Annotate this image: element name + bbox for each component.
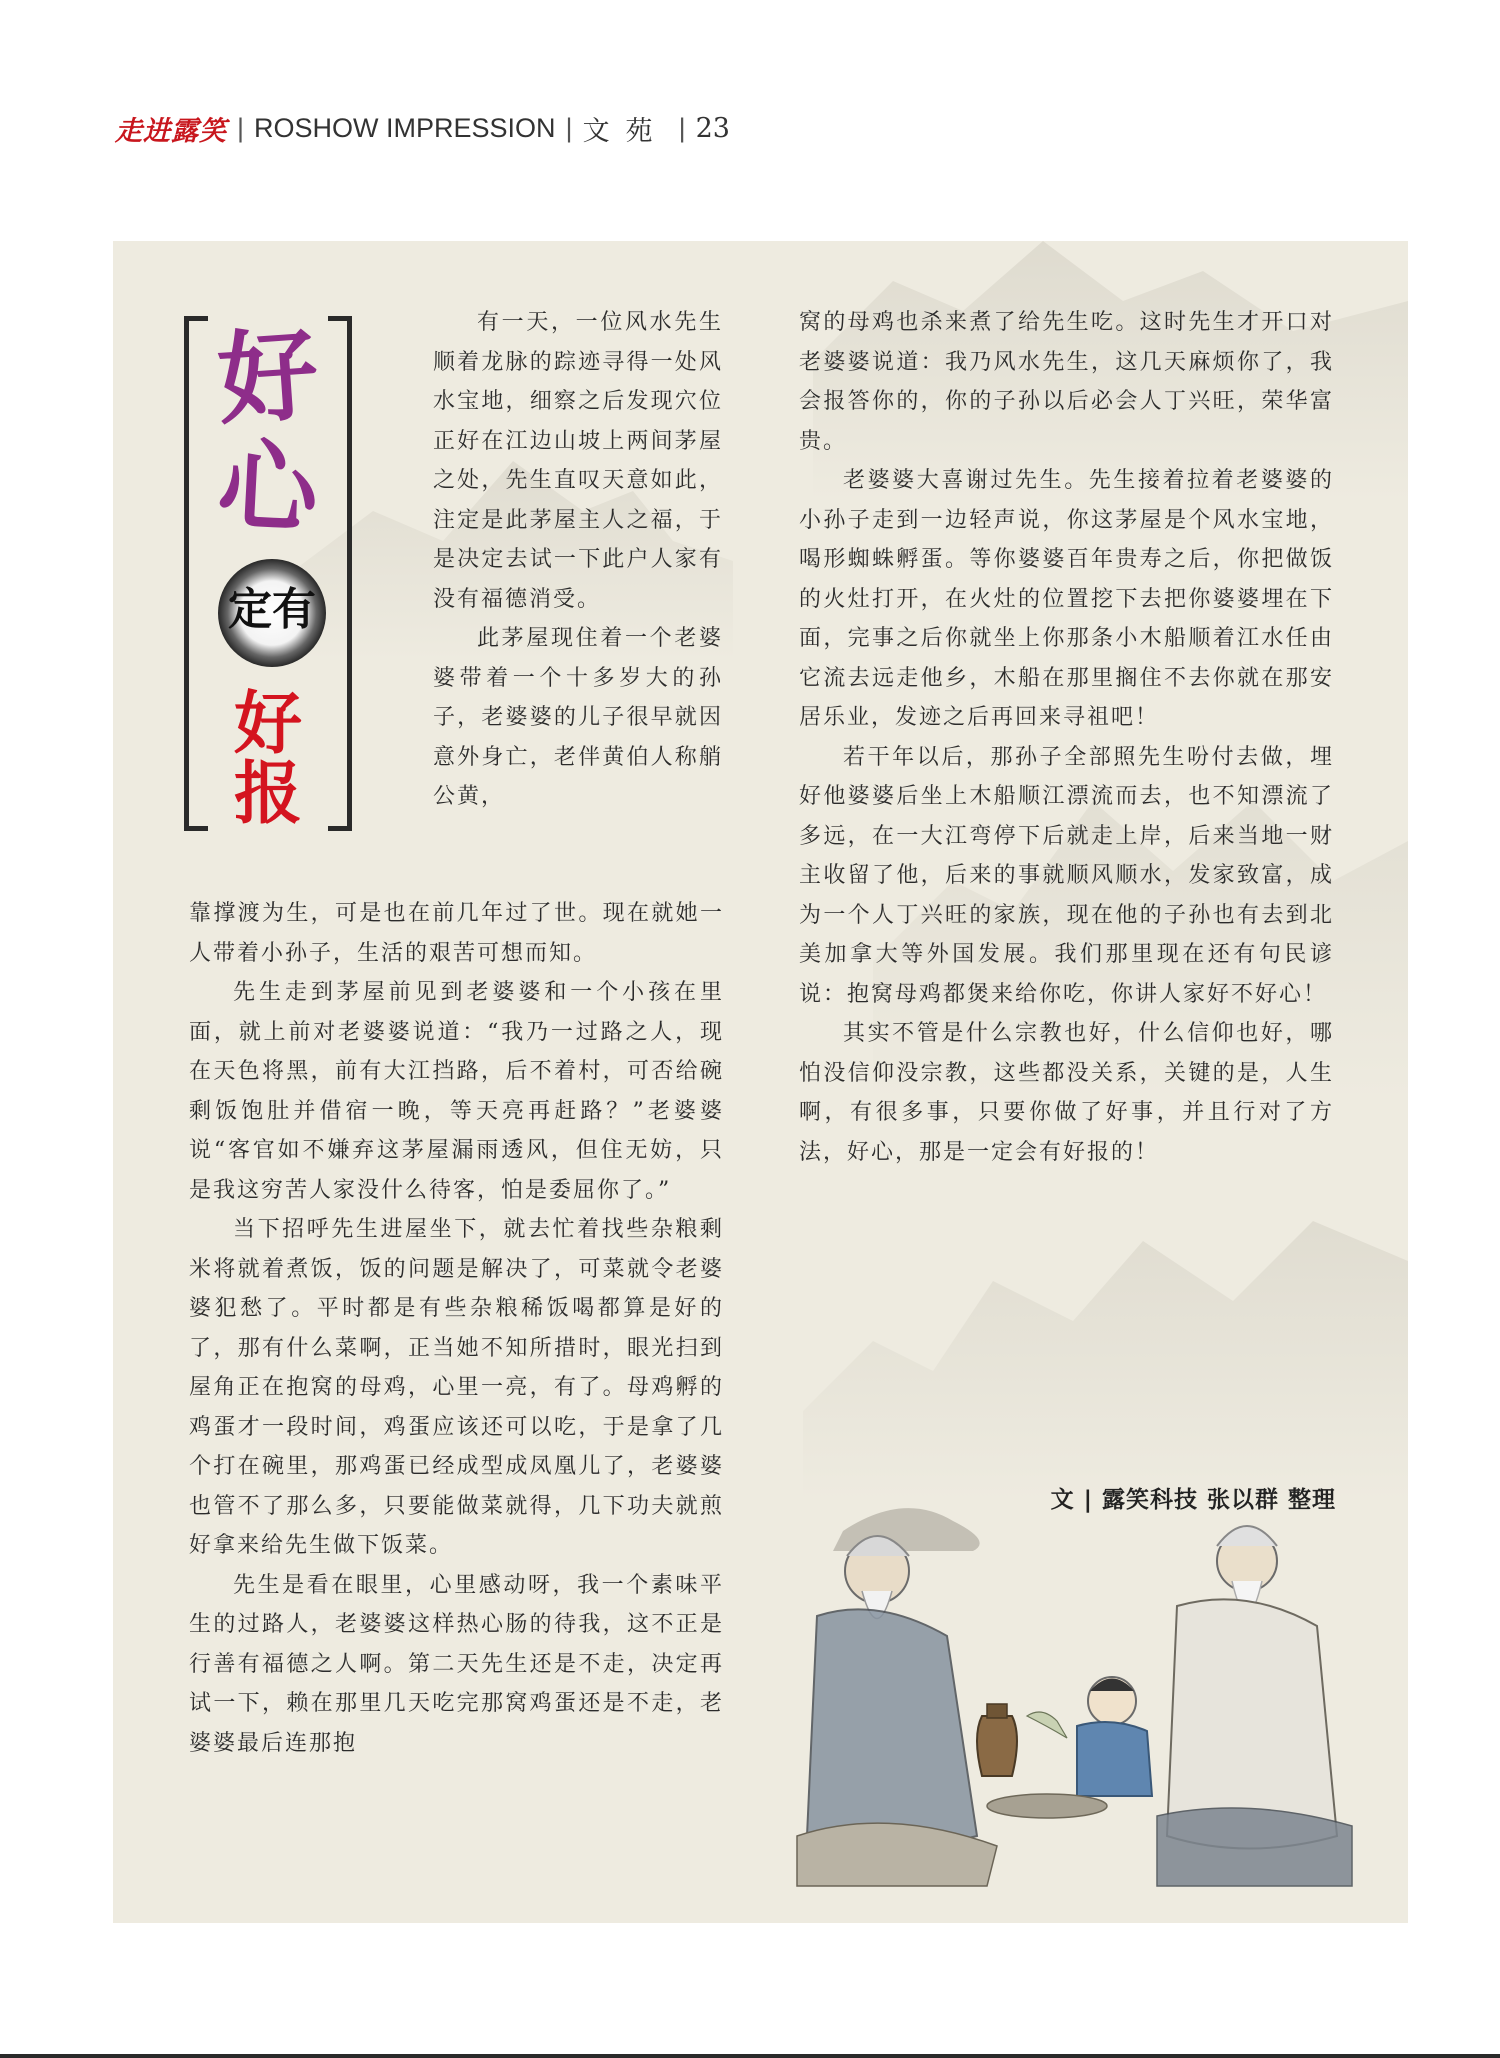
paragraph: 老婆婆大喜谢过先生。先生接着拉着老婆婆的小孙子走到一边轻声说，你这茅屋是个风水宝地，喝形蜘蛛孵蛋。等你婆婆百年贵寿之后，你把做饭的火灶打开，在火灶的位置挖下去把你婆婆埋在下面，完事之后你就坐上你那条小木船顺着江水任由它流去远走他乡，木船在那里搁住不去你就在那安居乐业，发迹之后再回来寻祖吧！ bbox=[799, 468, 1334, 730]
section-name: 文苑 bbox=[582, 115, 669, 147]
paragraph: 有一天，一位风水先生顺着龙脉的踪迹寻得一处风水宝地，细察之后发现穴位正好在江边山坡上两间茅屋之处，先生直叹天意如此，注定是此茅屋主人之福，于是决定去试一下此户人家有没有福德消受。 bbox=[433, 310, 723, 612]
page-number: 23 bbox=[695, 112, 730, 144]
paragraph: 此茅屋现住着一个老婆婆带着一个十多岁大的孙子，老婆婆的儿子很早就因意外身亡，老伴黄伯人称艄公黄， bbox=[433, 626, 723, 809]
wine-jug bbox=[977, 1704, 1017, 1776]
article-column-c bbox=[799, 303, 1334, 1172]
old-man-right-figure bbox=[1157, 1526, 1352, 1886]
title-middle-text: 定有 bbox=[228, 584, 316, 635]
header-separator: | bbox=[678, 112, 686, 143]
paragraph: 先生是看在眼里，心里感动呀，我一个素味平生的过路人，老婆婆这样热心肠的待我，这不正是行善有福德之人啊。第二天先生还是不走，决定再试一下，赖在那里几天吃完那窝鸡蛋还是不走，老婆婆最后连那抱 bbox=[189, 1572, 724, 1756]
paragraph: 靠撑渡为生，可是也在前几年过了世。现在就她一人带着小孙子，生活的艰苦可想而知。 bbox=[189, 901, 724, 966]
title-char-heart: 心 bbox=[215, 426, 322, 549]
title-char-report: 报 bbox=[233, 755, 302, 834]
paragraph: 窝的母鸡也杀来煮了给先生吃。这时先生才开口对老婆婆说道：我乃风水先生，这几天麻烦你了，我会报答你的，你的子孙以后必会人丁兴旺，荣华富贵。 bbox=[799, 310, 1334, 454]
brand-logo: 走进露笑 bbox=[115, 115, 227, 147]
paragraph: 若干年以后，那孙子全部照先生吩付去做，埋好他婆婆后坐上木船顺江漂流而去，也不知漂流了多远，在一大江弯停下后就走上岸，后来当地一财主收留了他，后来的事就顺风顺水，发家致富，成为一个人丁兴旺的家族，现在他的子孙也有去到北美加拿大等外国发展。我们那里现在还有句民谚说：抱窝母鸡都煲来给你吃，你讲人家好不好心！ bbox=[799, 744, 1334, 1007]
article-column-b bbox=[189, 894, 724, 1763]
paragraph: 先生走到茅屋前见到老婆婆和一个小孩在里面，就上前对老婆婆说道：“我乃一过路之人，现在天色将黑，前有大江挡路，后不着村，可否给碗剩饭饱肚并借宿一晚，等天亮再赶路？”老婆婆说“客官如不嫌弃这茅屋漏雨透风，但住无妨，只是我这穷苦人家没什么待客，怕是委屈你了。” bbox=[189, 980, 724, 1203]
header-separator: | bbox=[237, 112, 245, 143]
publication-name: ROSHOW IMPRESSION bbox=[254, 112, 556, 143]
article-panel bbox=[113, 241, 1408, 1923]
child-figure bbox=[1027, 1677, 1152, 1796]
page-header bbox=[115, 108, 730, 148]
footer-rule bbox=[0, 2054, 1500, 2058]
paragraph: 当下招呼先生进屋坐下，就去忙着找些杂粮剩米将就着煮饭，饭的问题是解决了，可菜就令老婆婆犯愁了。平时都是有些杂粮稀饭喝都算是好的了，那有什么菜啊，正当她不知所措时，眼光扫到屋角正在抱窝的母鸡，心里一亮，有了。母鸡孵的鸡蛋才一段时间，鸡蛋应该还可以吃，于是拿了几个打在碗里，那鸡蛋已经成型成凤凰儿了，老婆婆也管不了那么多，只要能做菜就得，几下功夫就煎好拿来给先生做下饭菜。 bbox=[189, 1217, 724, 1558]
old-man-left-figure bbox=[797, 1536, 997, 1886]
tea-tray bbox=[987, 1794, 1107, 1818]
author-signature: 文 | 露笑科技 张以群 整理 bbox=[1050, 1487, 1336, 1513]
article-column-a bbox=[433, 303, 723, 817]
article-title bbox=[184, 315, 352, 834]
title-char-good-2: 好 bbox=[233, 685, 302, 764]
title-char-good: 好 bbox=[214, 315, 322, 440]
paragraph: 其实不管是什么宗教也好，什么信仰也好，哪怕没信仰没宗教，这些都没关系，关键的是，人生啊，有很多事，只要你做了好事，并且行对了方法，好心，那是一定会有好报的！ bbox=[799, 1021, 1334, 1165]
ink-painting-illustration bbox=[777, 1476, 1357, 1916]
header-separator: | bbox=[565, 112, 573, 143]
